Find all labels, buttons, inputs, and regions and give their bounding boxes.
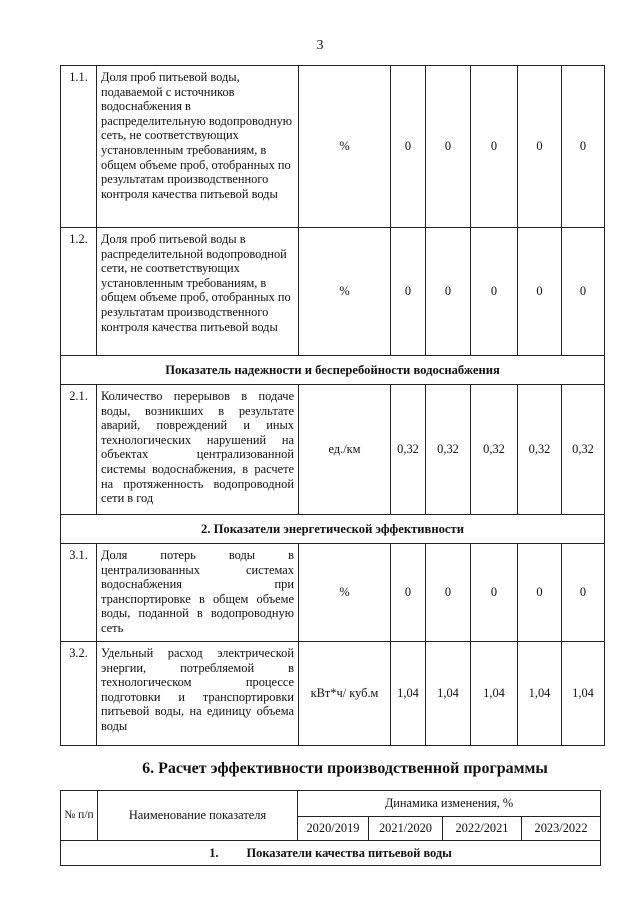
- year-header: 2020/2019: [298, 817, 369, 841]
- row-value: 0: [471, 544, 518, 642]
- section-row: [61, 356, 605, 385]
- section-title: 2. Показатели энергетической эффективности: [61, 515, 605, 544]
- year-header: 2021/2020: [369, 817, 443, 841]
- row-unit: ед./км: [299, 385, 391, 515]
- row-number: 1.1.: [61, 66, 97, 228]
- row-value: 0: [426, 66, 471, 228]
- row-value: 0,32: [426, 385, 471, 515]
- row-unit: кВт*ч/ куб.м: [299, 642, 391, 746]
- row-description: Доля проб питьевой воды в распределительной водопроводной сети, не соответствующих установленным требованиям, в общем объеме проб, отобранных по результатам производственного контроля качества питьевой воды: [97, 228, 299, 356]
- row-description: Доля проб питьевой воды, подаваемой с источников водоснабжения в распределительную водопроводную сеть, не соответствующих установленным требованиям, в общем объеме проб, отобранных по результатам производственного контроля качества питьевой воды: [97, 66, 299, 228]
- indicators-table: [60, 65, 605, 746]
- row-number: 1.2.: [61, 228, 97, 356]
- row-number: 2.1.: [61, 385, 97, 515]
- row-value: 0,32: [471, 385, 518, 515]
- page-number: 3: [316, 38, 324, 53]
- row-value: 0,32: [562, 385, 605, 515]
- efficiency-table: [60, 790, 601, 866]
- section-row: [61, 515, 605, 544]
- row-value: 0: [426, 544, 471, 642]
- row-value: 0: [391, 228, 426, 356]
- row-value: 0: [391, 544, 426, 642]
- col-name-header: Наименование показателя: [98, 791, 298, 841]
- row-value: 0: [518, 544, 562, 642]
- row-value: 0: [518, 228, 562, 356]
- row-value: 0: [562, 228, 605, 356]
- row-value: 1,04: [471, 642, 518, 746]
- row-value: 0: [518, 66, 562, 228]
- row-unit: %: [299, 544, 391, 642]
- row-value: 0: [391, 66, 426, 228]
- section-number: 1.: [209, 845, 219, 860]
- row-value: 0: [562, 544, 605, 642]
- row-description: Количество перерывов в подаче воды, возникших в результате аварий, повреждений и иных технологических нарушений на объектах централизованной системы водоснабжения, в расчете на протяженность водопроводной сети в год: [97, 385, 299, 515]
- row-value: 0: [471, 228, 518, 356]
- table-row: [61, 385, 605, 515]
- row-value: 0,32: [391, 385, 426, 515]
- row-unit: %: [299, 66, 391, 228]
- table-row: [61, 642, 605, 746]
- section-title: Показатель надежности и бесперебойности водоснабжения: [61, 356, 605, 385]
- row-value: 1,04: [562, 642, 605, 746]
- row-value: 1,04: [518, 642, 562, 746]
- table-row: [61, 544, 605, 642]
- row-value: 1,04: [391, 642, 426, 746]
- row-unit: %: [299, 228, 391, 356]
- row-number: 3.2.: [61, 642, 97, 746]
- row-value: 1,04: [426, 642, 471, 746]
- section-title: Показатели качества питьевой воды: [246, 845, 452, 860]
- row-description: Доля потерь воды в централизованных системах водоснабжения при транспортировке в общем объеме воды, поданной в водопроводную сеть: [97, 544, 299, 642]
- section-heading: 6. Расчет эффективности производственной программы: [142, 760, 548, 777]
- table-row: [61, 66, 605, 228]
- row-description: Удельный расход электрической энергии, потребляемой в технологическом процессе подготовки и транспортировки питьевой воды, на единицу объема воды: [97, 642, 299, 746]
- row-value: 0: [426, 228, 471, 356]
- row-value: 0,32: [518, 385, 562, 515]
- table2-section-row: [61, 841, 601, 866]
- year-header: 2023/2022: [522, 817, 601, 841]
- row-value: 0: [562, 66, 605, 228]
- col-dynamics-header: Динамика изменения, %: [298, 791, 601, 817]
- row-value: 0: [471, 66, 518, 228]
- table-row: [61, 228, 605, 356]
- year-header: 2022/2021: [443, 817, 522, 841]
- row-number: 3.1.: [61, 544, 97, 642]
- col-num-header: № п/п: [61, 791, 98, 841]
